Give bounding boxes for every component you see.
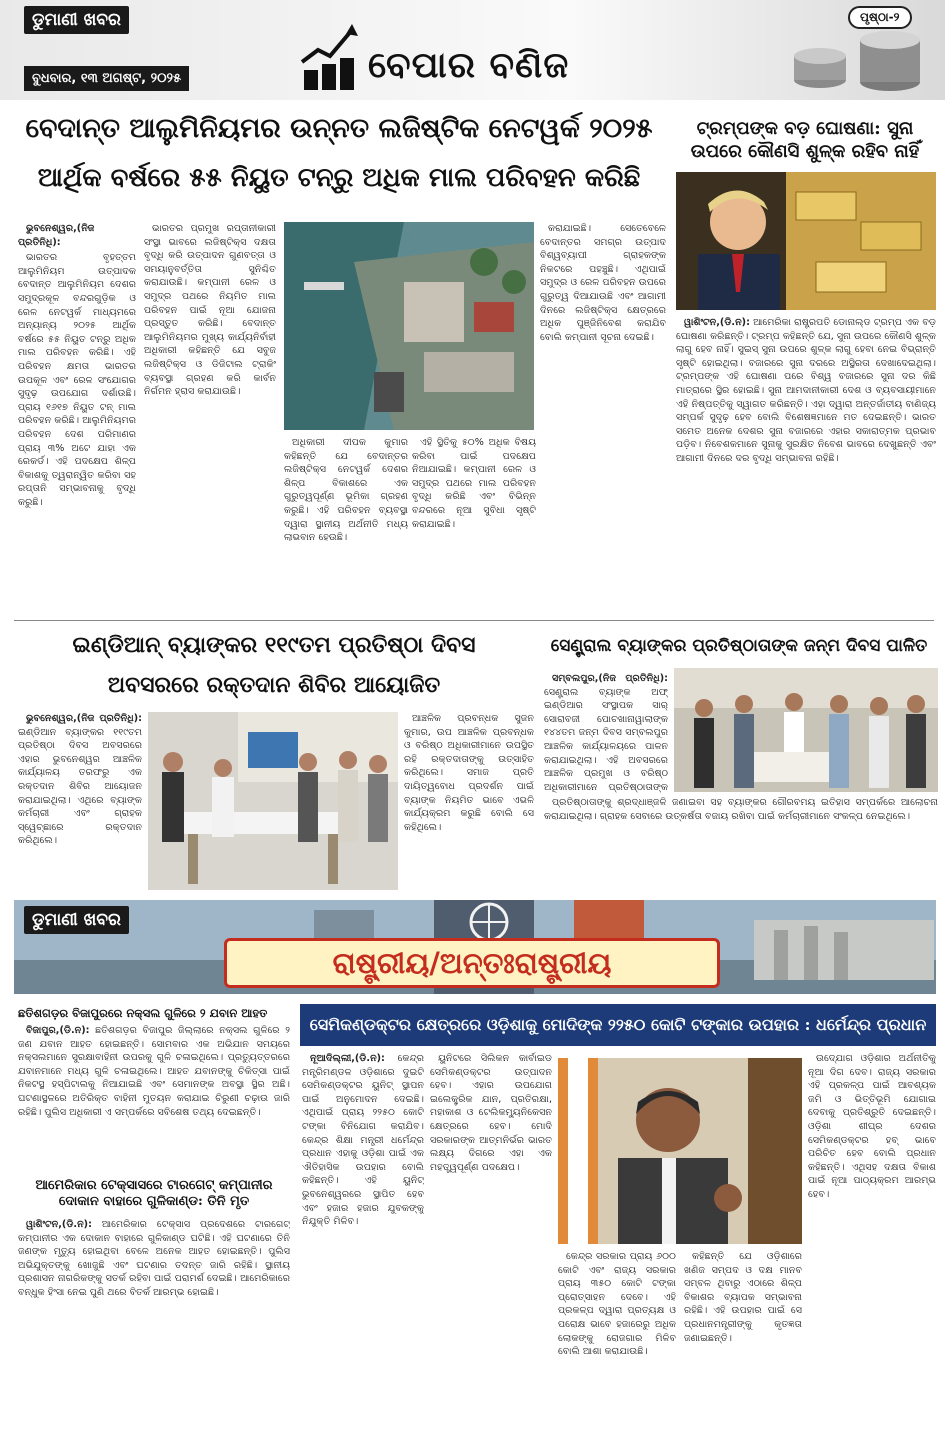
naxal-body: ଛତିଶଗଡ଼ର ବିଜାପୁର ଜିଲ୍ଲାରେ ନକ୍ସଲ ଗୁଳିରେ ୨ ଜଣ ଯବାନ ଆହତ ହୋଇଛନ୍ତି। ସୋମବାର ଏକ ଅଭିଯାନ ସମୟରେ ନକ୍ସଲମାନେ ସୁରକ୍ଷାବାହିନୀ ଉପରକୁ ଗୁଳି ଚଳାଇଥିଲେ। ପ୍ରତ୍ୟୁତ୍ତରରେ ଯବାନମାନେ ମଧ୍ୟ ଗୁଳି ଚଳାଇଥିଲେ। ଆହତ ଯବାନଙ୍କୁ ଚିକିତ୍ସା ପାଇଁ ନିକଟସ୍ଥ ହସ୍ପିଟାଲକୁ ନିଆଯାଇଛି ଏବଂ ସେମାନଙ୍କ ଅବସ୍ଥା ସ୍ଥିର ଅଛି। ଘଟଣାସ୍ଥଳରେ ଅତିରିକ୍ତ ବାହିନୀ ମୁତୟନ କରାଯାଇ ଚିରୁଣୀ ଚଢ଼ାଉ ଜାରି ରହିଛି। ପୁଲିସ ଅଧିକାରୀ ଏ ସମ୍ପର୍କରେ ସବିଶେଷ ତଥ୍ୟ ଦେଇଛନ୍ତି। <box>18 1025 290 1118</box>
semicon-dateline: ନୂଆଦିଲ୍ଲୀ,(ଡି.ନ): <box>310 1053 385 1064</box>
central-bank-event-photo <box>674 668 938 792</box>
texas-body: ଆମେରିକାର ଟେକ୍ସାସ ପ୍ରଦେଶରେ ଟାରଗେଟ୍ କମ୍ପାନୀର ଏକ ଦୋକାନ ବାହାରେ ଗୁଳିକାଣ୍ଡ ଘଟିଛି। ଏହି ଘଟଣାରେ ତିନି ଜଣଙ୍କ ମୃତ୍ୟୁ ହୋଇଥିବା ବେଳେ ଅନେକ ଆହତ ହୋଇଛନ୍ତି। ପୁଲିସ ଅଭିଯୁକ୍ତଙ୍କୁ ଖୋଜୁଛି ଏବଂ ଘଟଣାର ତଦନ୍ତ ଜାରି ରହିଛି। ସ୍ଥାନୀୟ ପ୍ରଶାସନ ନାଗରିକଙ୍କୁ ସତର୍କ ରହିବା ପାଇଁ ପରାମର୍ଶ ଦେଇଛି। ଆମେରିକାରେ ବନ୍ଧୁକ ହିଂସା ନେଇ ପୁଣି ଥରେ ବିତର୍କ ଆରମ୍ଭ ହୋଇଛି। <box>18 1219 290 1298</box>
centralbank-column-1 <box>544 672 668 794</box>
lead-dateline: ଭୁବନେଶ୍ୱର,(ନିଜ ପ୍ରତିନିଧି): <box>18 223 95 248</box>
centralbank-headline: ସେଣ୍ଟ୍ରାଲ ବ୍ୟାଙ୍କର ପ୍ରତିଷ୍ଠାତାଙ୍କ ଜନ୍ମ ଦିବସ ପାଳିତ <box>550 636 928 656</box>
semicon-text-5: କହିଛନ୍ତି ଯେ ଓଡ଼ିଶାରେ ଖଣିଜ ସମ୍ପଦ ଓ ଦକ୍ଷ ମାନବ ସମ୍ବଳ ଥିବାରୁ ଏଠାରେ ଶିଳ୍ପ ବିକାଶର ବ୍ୟାପକ ସମ୍ଭାବନା ରହିଛି। ଏହି ଉପହାର ପାଇଁ ସେ ପ୍ରଧାନମନ୍ତ୍ରୀଙ୍କୁ କୃତଜ୍ଞତା ଜଣାଇଛନ୍ତି। <box>684 1251 802 1344</box>
divider <box>14 620 934 621</box>
lead-column-3 <box>284 436 408 618</box>
lead-headline-line1: ବେଦାନ୍ତ ଆଲୁମିନିୟମର ଉନ୍ନତ ଲଜିଷ୍ଟିକ ନେଟୱର୍କ ୨୦୨୫ <box>25 113 653 144</box>
indianbank-dateline: ଭୁବନେଶ୍ୱର,(ନିଜ ପ୍ରତିନିଧି): <box>26 713 142 724</box>
trump-headline: ଟ୍ରମ୍ପଙ୍କ ବଡ଼ ଘୋଷଣା: ସୁନା ଉପରେ କୌଣସି ଶୁଳ୍କ ରହିବ ନାହିଁ <box>690 118 920 162</box>
semicon-column-4 <box>558 1250 676 1428</box>
indianbank-headline-line1: ଇଣ୍ଡିଆନ୍ ବ୍ୟାଙ୍କର ୧୧୯ତମ ପ୍ରତିଷ୍ଠା ଦିବସ <box>72 632 476 658</box>
semicon-column-3 <box>808 1052 936 1428</box>
centralbank-text-1: ସେଣ୍ଟ୍ରାଲ ବ୍ୟାଙ୍କ ଅଫ୍ ଇଣ୍ଡିଆର ସଂସ୍ଥାପକ ସାର୍ ସୋରାବଜୀ ପୋଚଖାନାୱାଲାଙ୍କ ୧୪୪ତମ ଜନ୍ମ ଦିବସ ସମ୍ବଲପୁର ଆଞ୍ଚଳିକ କାର୍ଯ୍ୟାଳୟରେ ପାଳନ କରାଯାଇଥିଲା। ଏହି ଅବସରରେ ଆଞ୍ଚଳିକ ପ୍ରମୁଖ ଓ ବରିଷ୍ଠ ଅଧିକାରୀମାନେ ପ୍ରତିଷ୍ଠାତାଙ୍କ <box>544 686 668 793</box>
national-brand-logo: ଡୁମାଣୀ ଖବର <box>24 906 129 934</box>
semicon-text-3: ଉଦ୍ଯୋଗ ଓଡ଼ିଶାର ଅର୍ଥନୀତିକୁ ନୂଆ ଦିଗ ଦେବ। ରାଜ୍ୟ ସରକାର ଏହି ପ୍ରକଳ୍ପ ପାଇଁ ଆବଶ୍ୟକ ଜମି ଓ ଭିତ୍ତିଭୂମି ଯୋଗାଇ ଦେବାକୁ ପ୍ରତିଶ୍ରୁତି ଦେଇଛନ୍ତି। ଓଡ଼ିଶା ଶୀଘ୍ର ଦେଶର ସେମିକଣ୍ଡକ୍ଟର ହବ୍ ଭାବେ ପରିଚିତ ହେବ ବୋଲି ପ୍ରଧାନ କହିଛନ୍ତି। ଏଥିସହ ଦକ୍ଷତା ବିକାଶ ପାଇଁ ନୂଆ ପାଠ୍ୟକ୍ରମ ଆରମ୍ଭ ହେବ। <box>808 1053 936 1200</box>
indianbank-column-2 <box>404 712 534 892</box>
indianbank-column-1 <box>18 712 142 892</box>
lead-column-1 <box>18 222 136 616</box>
lead-column-2 <box>144 222 276 616</box>
semicon-headline: ସେମିକଣ୍ଡକ୍ଟର କ୍ଷେତ୍ରରେ ଓଡ଼ିଶାକୁ ମୋଦିଙ୍କ ୨୨୫୦ କୋଟି ଟଙ୍କାର ଉପହାର : ଧର୍ମେନ୍ଦ୍ର ପ୍ରଧାନ <box>300 1004 936 1046</box>
blood-donation-photo <box>148 712 398 890</box>
brand-logo: ଡୁମାଣୀ ଖବର <box>24 6 129 34</box>
issue-date: ବୁଧବାର, ୧୩ ଅଗଷ୍ଟ, ୨୦୨୫ <box>24 66 189 91</box>
naxal-dateline: ବିଜାପୁର,(ଡି.ନ): <box>26 1025 90 1036</box>
lead-text-2: ଭାରତର ପ୍ରମୁଖ ରପ୍ତାନୀକାରୀ ସଂସ୍ଥା ଭାବରେ ଲଜିଷ୍ଟିକ୍ସ ଦକ୍ଷତା ବୃଦ୍ଧି କରି ଉତ୍ପାଦନ ଗୁଣବତ୍ତା ଓ ସମୟାନୁବର୍ତ୍ତିତା ସୁନିଶ୍ଚିତ କରାଯାଉଛି। କମ୍ପାନୀ ରେଳ ଓ ସମୁଦ୍ର ପଥରେ ନିୟମିତ ମାଲ ପରିବହନ ପାଇଁ ନୂଆ ଯୋଜନା ପ୍ରସ୍ତୁତ କରିଛି। ବେଦାନ୍ତ ଆଲୁମିନିୟମର ମୁଖ୍ୟ କାର୍ଯ୍ୟନିର୍ବାହୀ ଅଧିକାରୀ କହିଛନ୍ତି ଯେ ସବୁଜ ଲଜିଷ୍ଟିକ୍ସ ଓ ଡିଜିଟାଲ ଟ୍ରାକିଂ ବ୍ୟବସ୍ଥା ଗ୍ରହଣ କରି କାର୍ବନ ନିର୍ଗମନ ହ୍ରାସ କରାଯାଉଛି। <box>144 223 276 398</box>
naxal-headline: ଛତିଶଗଡ଼ର ବିଜାପୁରରେ ନକ୍ସଲ ଗୁଳିରେ ୨ ଯବାନ ଆହତ <box>18 1006 268 1020</box>
section-title: ବେପାର ବଣିଜ <box>368 44 570 86</box>
lead-column-5 <box>540 222 666 616</box>
trump-body-column <box>676 316 936 618</box>
lead-column-4 <box>412 436 536 618</box>
semicon-text-4: କେନ୍ଦ୍ର ସରକାର ପ୍ରାୟ ୬୦୦ କୋଟି ଏବଂ ରାଜ୍ୟ ସରକାର ପ୍ରାୟ ୩୫୦ କୋଟି ଟଙ୍କା ପ୍ରୋତ୍ସାହନ ଦେବେ। ଏହି ପ୍ରକଳ୍ପ ଦ୍ୱାରା ପ୍ରତ୍ୟକ୍ଷ ଓ ପରୋକ୍ଷ ଭାବେ ହଜାରେରୁ ଅଧିକ ଲୋକଙ୍କୁ ରୋଜଗାର ମିଳିବ ବୋଲି ଆଶା କରାଯାଉଛି। <box>558 1251 676 1358</box>
lead-headline-line2: ଆର୍ଥିକ ବର୍ଷରେ ୫୫ ନିୟୁତ ଟନ୍‌ରୁ ଅଧିକ ମାଲ ପରିବହନ କରିଛି <box>37 163 641 193</box>
semicon-column-1 <box>302 1052 424 1428</box>
texas-body-column <box>18 1218 290 1428</box>
coins-photo <box>780 20 945 100</box>
lead-text-5: କରାଯାଇଛି। ସେତେବେଳେ ବେଦାନ୍ତର ସମଗ୍ର ଉତ୍ପାଦ ବିଶ୍ୱବ୍ୟାପୀ ଗ୍ରାହକଙ୍କ ନିକଟରେ ପହଞ୍ଚୁଛି। ଏଥିପାଇଁ ସମୁଦ୍ର ଓ ରେଳ ପରିବହନ ଉପରେ ଗୁରୁତ୍ୱ ଦିଆଯାଉଛି ଏବଂ ଆଗାମୀ ଦିନରେ ଲଜିଷ୍ଟିକ୍ସ କ୍ଷେତ୍ରରେ ଅଧିକ ପୁଞ୍ଜିନିବେଶ କରାଯିବ ବୋଲି କମ୍ପାନୀ ସୂଚନା ଦେଇଛି। <box>540 223 666 343</box>
semicon-text-2: ୟୁନିଟରେ ସିଲିକନ କାର୍ବାଇଡ ସେମିକଣ୍ଡକ୍ଟର ଉତ୍ପାଦନ ହେବ। ଏହାର ଉପଯୋଗ ଇଲେକ୍ଟ୍ରିକ ଯାନ, ପ୍ରତିରକ୍ଷା, ମହାକାଶ ଓ ଟେଲିକମ୍ୟୁନିକେସନ କ୍ଷେତ୍ରରେ ହେବ। ମୋଦି ସରକାରଙ୍କ ଆତ୍ମନିର୍ଭର ଭାରତ ଲକ୍ଷ୍ୟ ଦିଗରେ ଏହା ଏକ ମହତ୍ତ୍ୱପୂର୍ଣ୍ଣ ପଦକ୍ଷେପ। <box>430 1053 552 1173</box>
page-number: ପୃଷ୍ଠା-୨ <box>848 6 912 29</box>
lead-text-1: ଭାରତର ବୃହତ୍ତମ ଆଲୁମିନିୟମ ଉତ୍ପାଦକ ବେଦାନ୍ତ ଆଲୁମିନିୟମ ଦେଶର ସମୁଦ୍ରକୂଳ ବନ୍ଦରଗୁଡ଼ିକ ଓ ରେଳ ନେଟୱର୍କ ମାଧ୍ୟମରେ ଅନ୍ୟାନ୍ୟ ୨୦୨୫ ଆର୍ଥିକ ବର୍ଷରେ ୫୫ ନିୟୁତ ଟନ୍‌ରୁ ଅଧିକ ମାଲ ପରିବହନ କରିଛି। ଏହି ପରିବହନ କ୍ଷମତା ଭାରତର ଉପକୂଳ ଏବଂ ରେଳ ସଂଯୋଗର ସୁଦୃଢ଼ ଉପଯୋଗ ଦର୍ଶାଉଛି। ପ୍ରାୟ ୧୬୧୭ ନିୟୁତ ଟନ୍ ମାଲ ପରିବହନ କରିଛି। ଆଲୁମିନିୟମର ପରିବହନ ଦେଶ ପରିମାଣର ପ୍ରାୟ ୩% ଅଟେ ଯାହା ଏକ ରେକର୍ଡ। ଏହି ପଦକ୍ଷେପ ଶିଳ୍ପ ବିକାଶକୁ ତ୍ୱରାନ୍ୱିତ କରିବା ସହ ରପ୍ତାନି ସମ୍ଭାବନାକୁ ବୃଦ୍ଧି କରୁଛି। <box>18 252 136 508</box>
semicon-column-2 <box>430 1052 552 1428</box>
trump-gold-photo <box>676 172 936 310</box>
dharmendra-pradhan-photo <box>558 1058 802 1244</box>
port-aerial-photo <box>284 222 534 430</box>
lead-text-4: ଏହି ସ୍ଥିତିକୁ ୫୦% ଅଧିକ ବିଷୟ କରିବା ପାଇଁ ପଦକ୍ଷେପ ନିଆଯାଇଛି। କମ୍ପାନୀ ରେଳ ଓ ସମୁଦ୍ର ପଥରେ ମାଲ ପରିବହନ ବୃଦ୍ଧି କରିଛି ଏବଂ ବିଭିନ୍ନ ବନ୍ଦରରେ ନୂଆ ସୁବିଧା ସୃଷ୍ଟି କରାଯାଇଛି। <box>412 437 536 530</box>
indianbank-headline-line2: ଅବସରରେ ରକ୍ତଦାନ ଶିବିର ଆୟୋଜିତ <box>107 672 441 698</box>
centralbank-dateline: ସମ୍ବଲପୁର,(ନିଜ ପ୍ରତିନିଧି): <box>552 673 668 684</box>
texas-headline: ଆମେରିକାର ଟେକ୍ସାସରେ ଟାରଗେଟ୍ କମ୍ପାନୀର ଦୋକାନ ବାହାରେ ଗୁଳିକାଣ୍ଡ: ତିନି ମୃତ <box>35 1178 273 1210</box>
semicon-column-5 <box>684 1250 802 1428</box>
texas-dateline: ୱାଶିଂଟନ,(ଡି.ନ): <box>26 1219 92 1230</box>
naxal-body-column <box>18 1024 290 1174</box>
trump-dateline: ୱାଶିଂଟନ,(ଡି.ନ): <box>684 317 750 328</box>
coin-stack-icon <box>300 22 360 92</box>
trump-body: ଆମେରିକା ରାଷ୍ଟ୍ରପତି ଡୋନାଲ୍ଡ ଟ୍ରମ୍ପ ଏକ ବଡ଼ ଘୋଷଣା କରିଛନ୍ତି। ଟ୍ରମ୍ପ କହିଛନ୍ତି ଯେ, ସୁନା ଉପରେ କୌଣସି ଶୁଳ୍କ ଲାଗୁ ହେବ ନାହିଁ। ସୁଇସ୍‌ ସୁନା ଉପରେ ଶୁଳ୍କ ଲାଗୁ ହେବା ନେଇ ବିଭ୍ରାନ୍ତି ସୃଷ୍ଟି ହୋଇଥିଲା। ବଜାରରେ ସୁନା ଦରରେ ଅସ୍ଥିରତା ଦେଖାଦେଇଥିଲା। ଟ୍ରମ୍ପଙ୍କ ଏହି ଘୋଷଣା ପରେ ବିଶ୍ୱ ବଜାରରେ ସୁନା ଦର କିଛି ମାତ୍ରାରେ ସ୍ଥିର ହୋଇଛି। ସୁନା ଆମଦାନୀକାରୀ ଦେଶ ଓ ବ୍ୟବସାୟୀମାନେ ଏହି ନିଷ୍ପତ୍ତିକୁ ସ୍ୱାଗତ କରିଛନ୍ତି। ଏହା ଦ୍ୱାରା ଅନ୍ତର୍ଜାତୀୟ ବାଣିଜ୍ୟ ସମ୍ପର୍କ ସୁଦୃଢ଼ ହେବ ବୋଲି ବିଶେଷଜ୍ଞମାନେ ମତ ଦେଇଛନ୍ତି। ଭାରତ ସମେତ ଅନେକ ଦେଶର ସୁନା ବଜାରରେ ଏହାର ସକାରାତ୍ମକ ପ୍ରଭାବ ପଡ଼ିବ। ନିବେଶକମାନେ ସୁନାକୁ ସୁରକ୍ଷିତ ନିବେଶ ଭାବରେ ଦେଖୁଛନ୍ତି ଏବଂ ଆଗାମୀ ଦିନରେ ଦର ବୃଦ୍ଧି ସମ୍ଭାବନା ରହିଛି। <box>676 317 936 464</box>
indianbank-text-2: ଆଞ୍ଚଳିକ ପ୍ରବନ୍ଧକ ସୁଜନ କୁମାର, ଉପ ଆଞ୍ଚଳିକ ପ୍ରବନ୍ଧକ ଓ ବରିଷ୍ଠ ଅଧିକାରୀମାନେ ଉପସ୍ଥିତ ରହି ରକ୍ତଦାତାଙ୍କୁ ଉତ୍ସାହିତ କରିଥିଲେ। ସମାଜ ପ୍ରତି ଦାୟିତ୍ୱବୋଧ ପ୍ରଦର୍ଶନ ପାଇଁ ବ୍ୟାଙ୍କ ନିୟମିତ ଭାବେ ଏଭଳି କାର୍ଯ୍ୟକ୍ରମ କରୁଛି ବୋଲି ସେ କହିଥିଲେ। <box>404 713 534 833</box>
indianbank-text-1: ଇଣ୍ଡିଆନ ବ୍ୟାଙ୍କର ୧୧୯ତମ ପ୍ରତିଷ୍ଠା ଦିବସ ଅବସରରେ ଏହାର ଭୁବନେଶ୍ୱର ଆଞ୍ଚଳିକ କାର୍ଯ୍ୟାଳୟ ତରଫରୁ ଏକ ରକ୍ତଦାନ ଶିବିର ଆୟୋଜନ କରାଯାଇଥିଲା। ଏଥିରେ ବ୍ୟାଙ୍କ କର୍ମଚାରୀ ଏବଂ ଗ୍ରାହକ ସ୍ୱେଚ୍ଛାରେ ରକ୍ତଦାନ କରିଥିଲେ। <box>18 726 142 847</box>
centralbank-column-2 <box>544 796 938 892</box>
centralbank-text-2: ପ୍ରତିଷ୍ଠାତାଙ୍କୁ ଶ୍ରଦ୍ଧାଞ୍ଜଳି ଜଣାଇବା ସହ ବ୍ୟାଙ୍କର ଗୌରବମୟ ଇତିହାସ ସମ୍ପର୍କରେ ଆଲୋଚନା କରାଯାଇଥିଲା। ଗ୍ରାହକ ସେବାରେ ଉତ୍କର୍ଷତା ବଜାୟ ରଖିବା ପାଇଁ କର୍ମଚାରୀମାନେ ସଂକଳ୍ପ ନେଇଥିଲେ। <box>544 797 938 822</box>
national-section-title: ରାଷ୍ଟ୍ରୀୟ/ଅନ୍ତଃରାଷ୍ଟ୍ରୀୟ <box>224 938 720 988</box>
lead-text-3: ଅଧିକାରୀ ଦୀପକ କୁମାର କହିଛନ୍ତି ଯେ ବେଦାନ୍ତର ଲଜିଷ୍ଟିକ୍ସ ନେଟୱର୍କ ଦେଶର ଶିଳ୍ପ ବିକାଶରେ ଏକ ଗୁରୁତ୍ୱପୂର୍ଣ୍ଣ ଭୂମିକା ଗ୍ରହଣ କରୁଛି। ଏହି ପରିବହନ ବ୍ୟବସ୍ଥା ଦ୍ୱାରା ସ୍ଥାନୀୟ ଅର୍ଥନୀତି ମଧ୍ୟ ଲାଭବାନ ହେଉଛି। <box>284 437 408 544</box>
semicon-text-1: କେନ୍ଦ୍ର ମନ୍ତ୍ରିମଣ୍ଡଳ ଓଡ଼ିଶାରେ ଦୁଇଟି ସେମିକଣ୍ଡକ୍ଟର ୟୁନିଟ୍ ସ୍ଥାପନ ପାଇଁ ଅନୁମୋଦନ ଦେଇଛି। ଏଥିପାଇଁ ପ୍ରାୟ ୨୨୫୦ କୋଟି ଟଙ୍କା ବିନିଯୋଗ କରାଯିବ। କେନ୍ଦ୍ର ଶିକ୍ଷା ମନ୍ତ୍ରୀ ଧର୍ମେନ୍ଦ୍ର ପ୍ରଧାନ ଏହାକୁ ଓଡ଼ିଶା ପାଇଁ ଏକ ଐତିହାସିକ ଉପହାର ବୋଲି କହିଛନ୍ତି। ଏହି ୟୁନିଟ୍ ଭୁବନେଶ୍ୱରରେ ସ୍ଥାପିତ ହେବ ଏବଂ ହଜାର ହଜାର ଯୁବକଙ୍କୁ ନିଯୁକ୍ତି ମିଳିବ। <box>302 1053 424 1228</box>
